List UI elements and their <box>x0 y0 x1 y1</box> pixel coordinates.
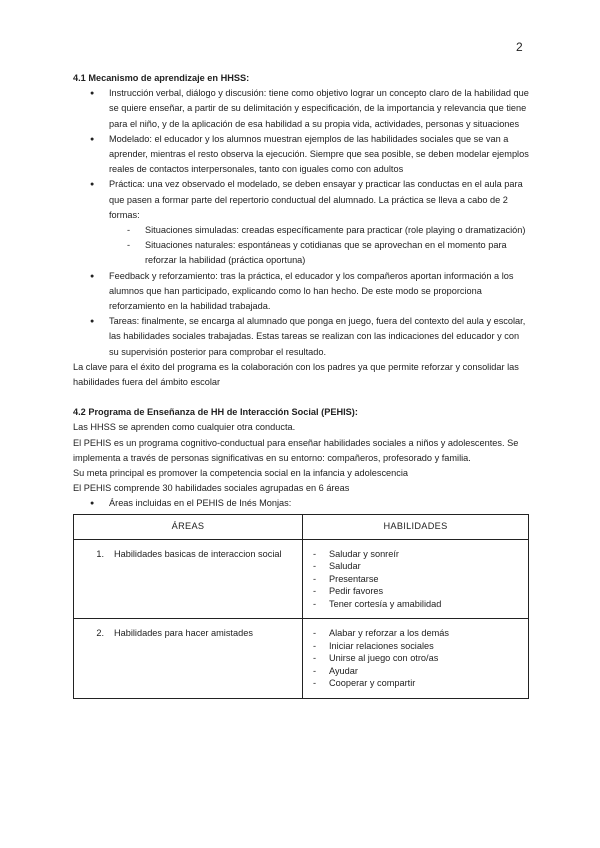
paragraph-line: Su meta principal es promover la competencia social en la infancia y adolescencia <box>73 468 409 479</box>
areas-bullet-list <box>73 496 529 511</box>
skill-item: - Tener cortesía y amabilidad <box>311 598 520 611</box>
skill-item: - Saludar y sonreír <box>311 548 520 561</box>
table-row <box>74 539 529 619</box>
list-item-tasks: ● Tareas: finalmente, se encarga al alumnado que ponga en juego, fuera del contexto del aula y escolar, las habilidades sociales trabajadas. Estas tareas se realizan con las indicaciones del educador y con su supervisión posterior para comprobar el resultado. <box>73 314 529 360</box>
page-number: 2 <box>516 40 523 54</box>
skill-item: - Alabar y reforzar a los demás <box>311 627 520 640</box>
practice-form-natural: - Situaciones naturales: espontáneas y cotidianas que se aprovechan en el momento para reforzar la habilidad (práctica oportuna) <box>109 238 529 268</box>
paragraph-line: El PEHIS es un programa cognitivo-conductual para enseñar habilidades sociales a niños y adolescentes. Se implementa a través de personas significativas en su entorno: compañeros, profesorado y familia. <box>73 437 519 463</box>
document-body <box>73 71 529 699</box>
practice-forms-list <box>109 223 529 269</box>
skill-item: - Presentarse <box>311 573 520 586</box>
skill-item: - Cooperar y compartir <box>311 677 520 690</box>
skill-item: - Unirse al juego con otro/as <box>311 652 520 665</box>
area-number: 1. <box>96 548 104 559</box>
paragraph-line: El PEHIS comprende 30 habilidades sociales agrupadas en 6 áreas <box>73 483 350 494</box>
area-cell <box>74 619 303 699</box>
paragraph-line: Las HHSS se aprenden como cualquier otra conducta. <box>73 422 296 433</box>
list-item-modeling: ● Modelado: el educador y los alumnos muestran ejemplos de las habilidades sociales que se van a aprender, mientras el resto observa la ejecución. Siempre que sea posible, se deben modelar ejemplos reales de contactos interpersonales, tanto con iguales como con adultos <box>73 132 529 178</box>
skill-item: - Saludar <box>311 560 520 573</box>
skills-cell <box>303 539 529 619</box>
skills-list <box>311 548 520 611</box>
skill-item: - Pedir favores <box>311 585 520 598</box>
area-name: Habilidades para hacer amistades <box>114 628 253 639</box>
skill-item: - Iniciar relaciones sociales <box>311 640 520 653</box>
list-item-verbal-instruction: ● Instrucción verbal, diálogo y discusión: tiene como objetivo lograr un concepto claro de la habilidad que se quiere enseñar, a partir de su delimitación y especificación, de la importancia y relevancia que tiene para el niño, y de la aplicación de esa habilidad a su propia vida, actividades, personas y situaciones <box>73 86 529 132</box>
list-item-areas: ● Áreas incluidas en el PEHIS de Inés Monjas: <box>73 496 529 511</box>
learning-mechanisms-list <box>73 86 529 360</box>
practice-text: Práctica: una vez observado el modelado, se deben ensayar y practicar las conductas en el aula para que pasen a formar parte del repertorio conductual del alumnado. La práctica se lleva a cabo de 2 formas: <box>109 179 523 220</box>
skills-list <box>311 627 520 690</box>
skills-cell <box>303 619 529 699</box>
area-number: 2. <box>96 628 104 639</box>
practice-form-simulated: - Situaciones simuladas: creadas específicamente para practicar (role playing o dramatización) <box>109 223 529 238</box>
section-4-1-heading: 4.1 Mecanismo de aprendizaje en HHSS: <box>73 73 250 83</box>
areas-table <box>73 514 529 699</box>
table-row <box>74 619 529 699</box>
table-header-row <box>74 514 529 539</box>
section-4-2-heading: 4.2 Programa de Enseñanza de HH de Interacción Social (PEHIS): <box>73 407 358 418</box>
area-cell <box>74 539 303 619</box>
list-item-practice <box>73 177 529 268</box>
column-header-areas: ÁREAS <box>74 514 303 539</box>
column-header-skills: HABILIDADES <box>303 514 529 539</box>
closing-paragraph: La clave para el éxito del programa es la colaboración con los padres ya que permite reforzar y consolidar las habilidades fuera del ámbito escolar <box>73 361 519 388</box>
skill-item: - Ayudar <box>311 665 520 678</box>
area-name: Habilidades basicas de interaccion social <box>114 548 282 559</box>
list-item-feedback: ● Feedback y reforzamiento: tras la práctica, el educador y los compañeros aportan información a los alumnos que han participado, explicando como lo han hecho. De este modo se proporciona reforzamiento en la habilidad trabajada. <box>73 269 529 315</box>
